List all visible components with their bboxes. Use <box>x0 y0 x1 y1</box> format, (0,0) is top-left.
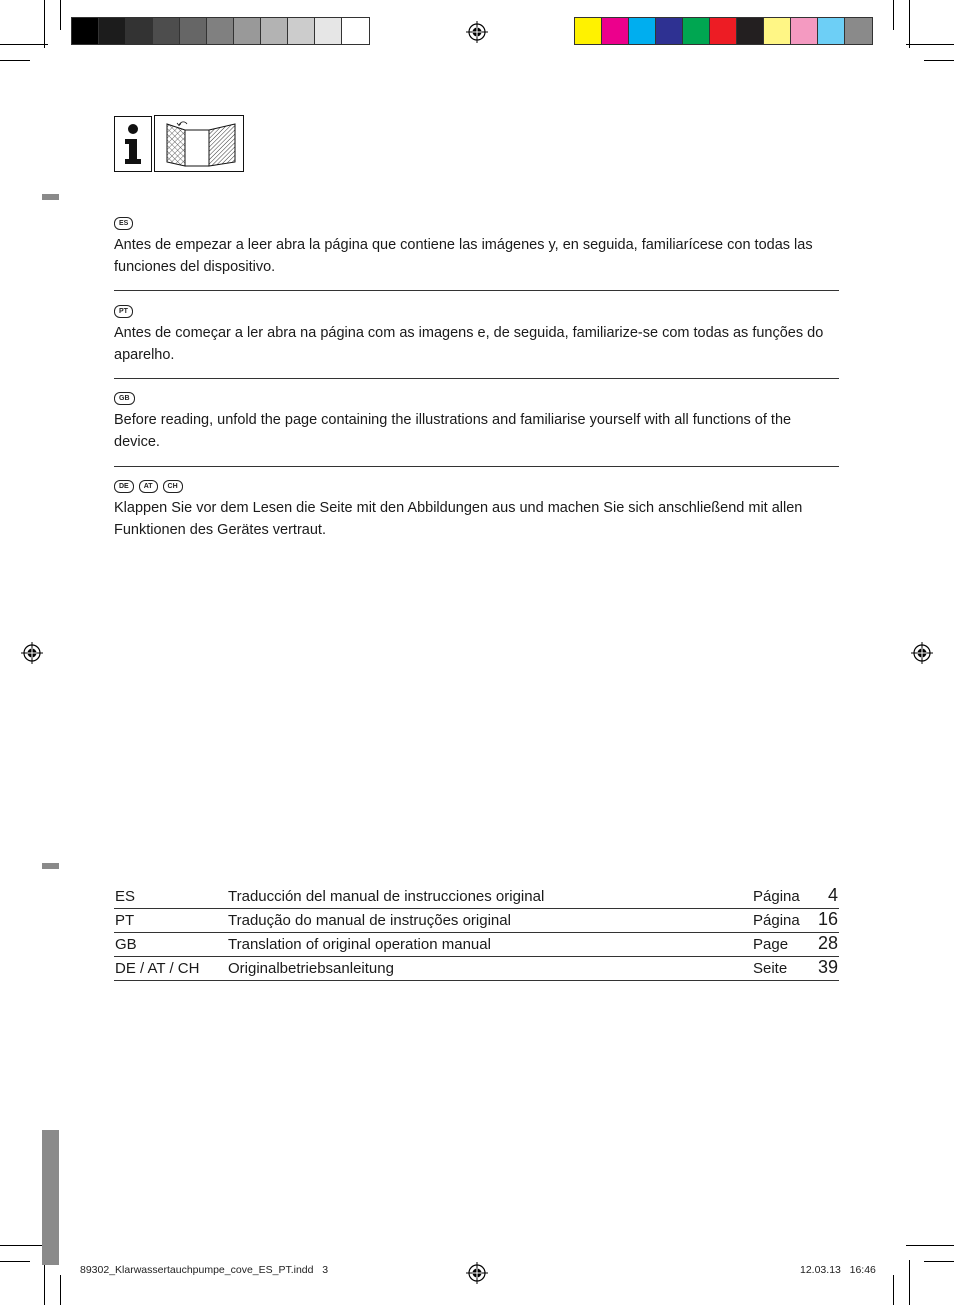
info-icon <box>114 116 152 172</box>
grayscale-color-bar <box>71 17 370 45</box>
color-swatch <box>288 18 315 44</box>
color-swatch <box>656 18 683 44</box>
fold-out-page-icon <box>154 115 244 172</box>
toc-page-word: Page <box>753 936 789 953</box>
color-swatch <box>629 18 656 44</box>
color-swatch <box>234 18 261 44</box>
crop-mark <box>0 44 48 45</box>
crop-mark <box>0 60 30 61</box>
crop-mark <box>924 60 954 61</box>
registration-mark-icon <box>21 642 43 664</box>
lang-badge: ES <box>114 217 133 230</box>
toc-title: Tradução do manual de instruções original <box>228 912 511 929</box>
crop-mark <box>906 1245 954 1246</box>
color-swatch <box>764 18 791 44</box>
registration-mark-icon <box>466 1262 488 1284</box>
color-swatch <box>72 18 99 44</box>
toc-page-word: Página <box>753 888 800 905</box>
toc-page-word: Seite <box>753 960 788 977</box>
color-swatch <box>602 18 629 44</box>
fold-marker <box>42 863 59 869</box>
process-color-bar <box>574 17 873 45</box>
crop-mark <box>893 1275 894 1305</box>
crop-mark <box>60 1275 61 1305</box>
crop-mark <box>0 1261 30 1262</box>
color-swatch <box>845 18 872 44</box>
crop-mark <box>893 0 894 30</box>
toc-page-number: 28 <box>817 933 838 953</box>
color-swatch <box>710 18 737 44</box>
lang-section-pt <box>114 304 840 366</box>
lang-badge: CH <box>163 480 183 493</box>
lang-badge: GB <box>114 392 135 405</box>
divider <box>114 378 839 379</box>
fold-marker <box>42 194 59 200</box>
crop-mark <box>909 0 910 48</box>
toc-language-code: ES <box>115 888 136 905</box>
toc-title: Traducción del manual de instrucciones original <box>228 888 545 905</box>
lang-section-de-at-ch <box>114 479 840 541</box>
lang-section-gb <box>114 391 840 453</box>
section-text: Antes de começar a ler abra na página com as imagens e, de seguida, familiarize-se com todas as funções do aparelho. <box>114 325 824 363</box>
color-swatch <box>818 18 845 44</box>
crop-mark <box>60 0 61 30</box>
color-swatch <box>315 18 342 44</box>
color-swatch <box>180 18 207 44</box>
color-swatch <box>575 18 602 44</box>
footer-date: 12.03.13 16:46 <box>800 1264 876 1276</box>
page-edge-tab <box>42 1130 59 1265</box>
registration-mark-icon <box>911 642 933 664</box>
toc-page-number: 4 <box>827 885 838 905</box>
toc-page-number: 16 <box>817 909 838 929</box>
color-swatch <box>791 18 818 44</box>
color-swatch <box>207 18 234 44</box>
divider <box>114 466 839 467</box>
toc-page-number: 39 <box>817 957 838 977</box>
color-swatch <box>683 18 710 44</box>
toc-title: Translation of original operation manual <box>228 936 491 953</box>
color-swatch <box>261 18 288 44</box>
section-text: Klappen Sie vor dem Lesen die Seite mit den Abbildungen aus und machen Sie sich anschließend mit allen Funktionen des Gerätes vertraut. <box>114 500 803 538</box>
footer-file-name: 89302_Klarwassertauchpumpe_cove_ES_PT.indd 3 <box>80 1264 329 1276</box>
lang-badge: DE <box>114 480 134 493</box>
lang-section-es <box>114 216 840 278</box>
toc-title: Originalbetriebsanleitung <box>228 960 394 977</box>
toc-row <box>114 957 839 981</box>
color-swatch <box>737 18 764 44</box>
toc-page-word: Página <box>753 912 800 929</box>
lang-badge: PT <box>114 305 133 318</box>
crop-mark <box>0 1245 48 1246</box>
crop-mark <box>906 44 954 45</box>
toc-language-code: DE / AT / CH <box>115 960 200 977</box>
toc-row <box>114 885 839 909</box>
crop-mark <box>909 1260 910 1305</box>
section-text: Antes de empezar a leer abra la página que contiene las imágenes y, en seguida, familiarícese con todas las funciones del dispositivo. <box>114 237 813 275</box>
crop-mark <box>924 1261 954 1262</box>
lang-badge: AT <box>139 480 158 493</box>
color-swatch <box>99 18 126 44</box>
color-swatch <box>153 18 180 44</box>
table-of-contents <box>114 885 839 981</box>
toc-language-code: PT <box>115 912 135 929</box>
toc-row <box>114 909 839 933</box>
toc-row <box>114 933 839 957</box>
divider <box>114 290 839 291</box>
toc-language-code: GB <box>115 936 137 953</box>
registration-mark-icon <box>466 21 488 43</box>
color-swatch <box>126 18 153 44</box>
crop-mark <box>44 1260 45 1305</box>
crop-mark <box>44 0 45 48</box>
color-swatch <box>342 18 369 44</box>
section-text: Before reading, unfold the page containing the illustrations and familiarise yourself with all functions of the device. <box>114 412 792 450</box>
